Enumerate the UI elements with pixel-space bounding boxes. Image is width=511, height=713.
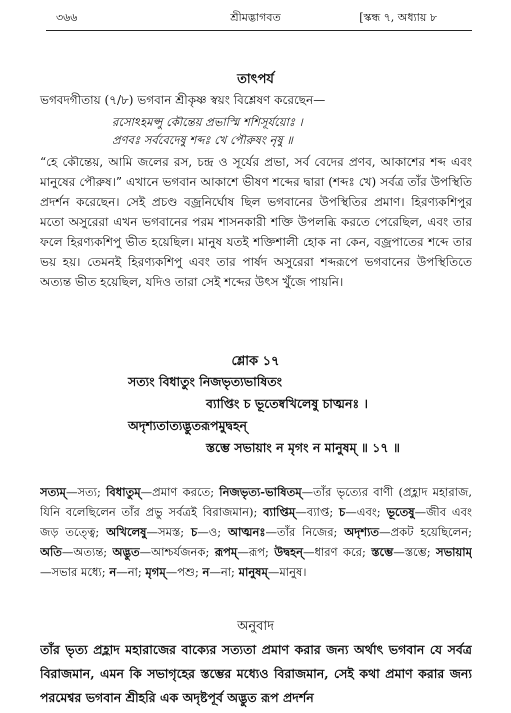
synonym-word: মানুষম্: [238, 565, 268, 579]
synonym-word: উদ্বহন্: [274, 545, 303, 559]
purport-intro: ভগবদগীতায় (৭/৮) ভগবান শ্রীকৃষ্ণ স্বয়ং বিশ্লেষণ করেছেন—: [40, 93, 326, 107]
synonym-word: অখিলেষু: [106, 525, 147, 539]
synonym-meaning: —সভার মধ্যে;: [40, 565, 110, 579]
purport-heading: তাৎপর্য: [237, 72, 274, 87]
synonym-meaning: —আশ্চর্যজনক;: [139, 545, 215, 559]
translation-body: তাঁর ভৃত্য প্রহ্লাদ মহারাজের বাক্যের সত্যতা প্রমাণ করার জন্য অর্থাৎ ভগবান যে সর্বত্র বিরাজমান, এমন কি সভাগৃহের স্তম্ভের মধ্যেও বিরাজমান, সেই কথা প্রমাণ করার জন্য পরমেশ্বর ভগবান শ্রীহরি এক অদৃষ্টপূর্ব অদ্ভুত রূপ প্রদর্শন: [40, 642, 472, 705]
synonym-word: সভায়াম্: [436, 545, 472, 559]
synonym-meaning: —না;: [116, 565, 146, 579]
header-rule: [46, 30, 472, 31]
synonym-meaning: —পশু;: [165, 565, 203, 579]
synonym-word: চ: [338, 505, 346, 519]
synonym-meaning: —তাঁর ভৃত্যের বাণী (প্রহ্লাদ মহারাজ, যিনি বলেছিলেন তাঁর প্রভু সর্বত্রই বিরাজমান);: [40, 485, 472, 519]
synonym-word: অতি: [40, 545, 62, 559]
synonym-word: অদৃশ্যত: [344, 525, 380, 539]
synonym-word: নিজভৃত্য-ভাষিতম্: [219, 485, 302, 499]
synonym-meaning: —সমস্ত;: [146, 525, 192, 539]
synonym-meaning: —এবং;: [345, 505, 387, 519]
sloka-line-1: সত্যং বিধাতুং নিজভৃত্যভাষিতং: [128, 374, 282, 389]
sloka-line-3: অদৃশ্যতাত্যদ্ভুতরূপমুদ্বহন্: [128, 418, 247, 433]
synonym-meaning: —জীব এবং জড় তত্ত্বে;: [40, 505, 472, 539]
synonym-word: ন: [109, 565, 117, 579]
gita-verse-line-2: প্রণবঃ সর্ববেদেষু শব্দঃ খে পৌরুষং নৃষু ॥: [112, 133, 293, 147]
synonym-word: ব্যাপ্তিম্: [263, 505, 296, 519]
synonyms-block: [40, 482, 472, 604]
synonym-word: চ: [191, 525, 198, 539]
sloka-line-2: ব্যাপ্তিং চ ভূতেষ্বখিলেষু চাত্মনঃ ।: [206, 396, 368, 411]
sloka-line-4: স্তম্ভে সভায়াং ন মৃগং ন মানুষম্ ॥ ১৭ ॥: [206, 440, 400, 455]
synonym-word: সত্যম্: [40, 485, 66, 499]
purport-body: “হে কৌন্তেয়, আমি জলের রস, চন্দ্র ও সূর্যের প্রভা, সর্ব বেদের প্রণব, আকাশের শব্দ এবং মানুষের পৌরুষ।” এখানে ভগবান আকাশে ভীষণ শব্দের দ্বারা (শব্দঃ খে) সর্বত্র তাঁর উপস্থিতি প্রদর্শন করেছেন। সেই প্রচণ্ড বজ্রনির্ঘোষ ছিল ভগবানের উপস্থিতির প্রমাণ। হিরণ্যকশিপুর মতো অসুরেরা এখন ভগবানের পরম শাসনকারী শক্তি উপলব্ধি করতে পেরেছিল, এবং তার ফলে হিরণ্যকশিপু ভীত হয়েছিল। মানুষ যতই শক্তিশালী হোক না কেন, বজ্রপাতের শব্দে তার ভয় হয়। তেমনই হিরণ্যকশিপু এবং তার পার্ষদ অসুরেরা শব্দরূপে ভগবানের উপস্থিতিতে অত্যন্ত ভীত হয়েছিল, যদিও তারা সেই শব্দের উৎস খুঁজে পায়নি।: [40, 155, 472, 289]
synonym-word: বিধাতুম্: [106, 485, 141, 499]
synonym-meaning: —তাঁর নিজের;: [265, 525, 345, 539]
running-header: [0, 8, 511, 28]
synonym-word: আত্মনঃ: [227, 525, 266, 539]
chapter-reference: [স্কন্ধ ৭, অধ্যায় ৮: [359, 11, 437, 24]
synonym-word: ভূতেষু: [386, 505, 415, 519]
synonym-meaning: —ব্যাপ্ত;: [295, 505, 339, 519]
book-title: শ্রীমদ্ভাগবত: [230, 11, 281, 24]
synonym-meaning: —অত্যন্ত;: [61, 545, 113, 559]
gita-verse-line-1: রসোঽহমপ্সু কৌন্তেয় প্রভাস্মি শশিসূর্যয়োঃ ।: [112, 115, 303, 129]
synonym-meaning: —রূপ;: [237, 545, 275, 559]
translation-heading: অনুবাদ: [237, 619, 274, 634]
synonym-word: স্তম্ভে: [371, 545, 394, 559]
synonym-word: ন: [202, 565, 210, 579]
synonym-meaning: —সত্য;: [65, 485, 107, 499]
synonym-meaning: —স্তম্ভে;: [393, 545, 437, 559]
synonym-word: অদ্ভুত: [112, 545, 140, 559]
synonym-word: মৃগম্: [145, 565, 166, 579]
synonym-word: রূপম্: [214, 545, 238, 559]
page-number: ৩৬৬: [56, 11, 78, 24]
synonym-meaning: —ও;: [197, 525, 228, 539]
synonym-meaning: —না;: [209, 565, 239, 579]
synonym-meaning: —প্রকট হয়েছিলেন;: [379, 525, 472, 539]
sloka-heading: শ্লোক ১৭: [231, 354, 280, 369]
synonym-meaning: —মানুষ।: [267, 565, 307, 579]
synonym-meaning: —ধারণ করে;: [303, 545, 372, 559]
synonym-meaning: —প্রমাণ করতে;: [140, 485, 220, 499]
